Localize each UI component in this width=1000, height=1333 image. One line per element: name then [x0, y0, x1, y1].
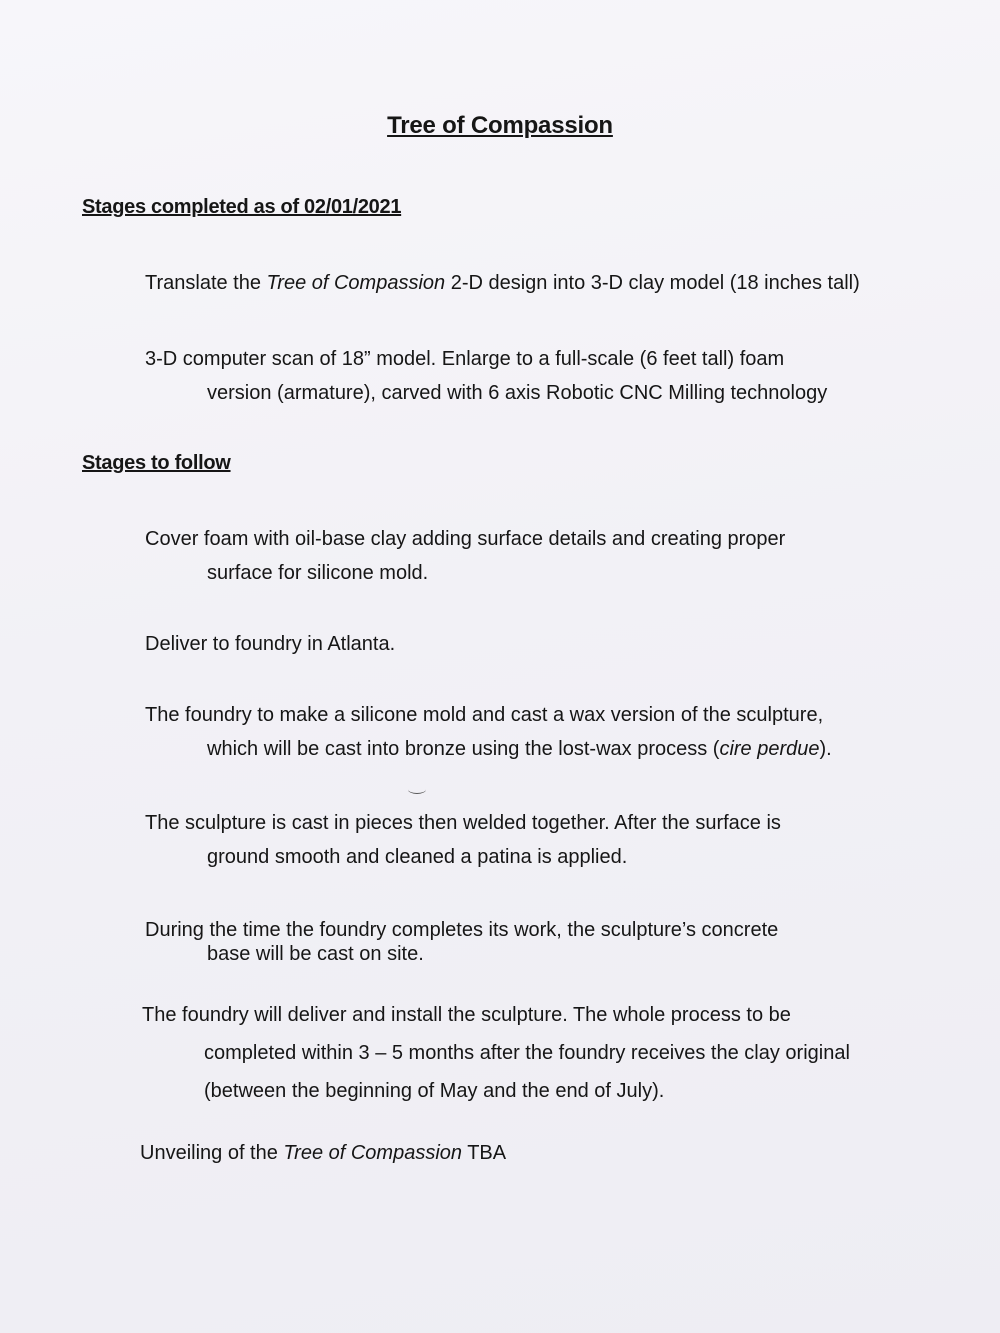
italic-title: Tree of Compassion [266, 272, 446, 294]
stage-follow-1: Cover foam with oil-base clay adding surface details and creating proper surface for silicone mold. [145, 528, 786, 584]
italic-title: Tree of Compassion [283, 1142, 463, 1164]
heading-stages-completed: Stages completed as of 02/01/2021 [82, 196, 402, 218]
stage-follow-3: The foundry to make a silicone mold and cast a wax version of the sculpture, which will be cast into bronze using the lost-wax process (cire perdue). [145, 704, 832, 760]
stage-follow-2: Deliver to foundry in Atlanta. [145, 633, 396, 655]
document-title: Tree of Compassion [387, 112, 613, 139]
stage-follow-5: During the time the foundry completes its work, the sculpture’s concrete base will be cast on site. [145, 919, 779, 965]
stage-follow-7: Unveiling of the Tree of Compassion TBA [140, 1142, 507, 1164]
stage-follow-6: The foundry will deliver and install the sculpture. The whole process to be completed within 3 – 5 months after the foundry receives the clay original (between the beginning of May and the end of July). [142, 1004, 850, 1102]
heading-stages-to-follow: Stages to follow [82, 452, 231, 474]
stage-completed-1: Translate the Tree of Compassion 2-D design into 3-D clay model (18 inches tall) [145, 272, 860, 294]
stage-follow-4: The sculpture is cast in pieces then welded together. After the surface is ground smooth and cleaned a patina is applied. [145, 812, 781, 868]
pen-mark [408, 785, 426, 794]
stage-completed-2: 3-D computer scan of 18” model. Enlarge to a full-scale (6 feet tall) foam version (armature), carved with 6 axis Robotic CNC Milling technology [145, 348, 828, 404]
